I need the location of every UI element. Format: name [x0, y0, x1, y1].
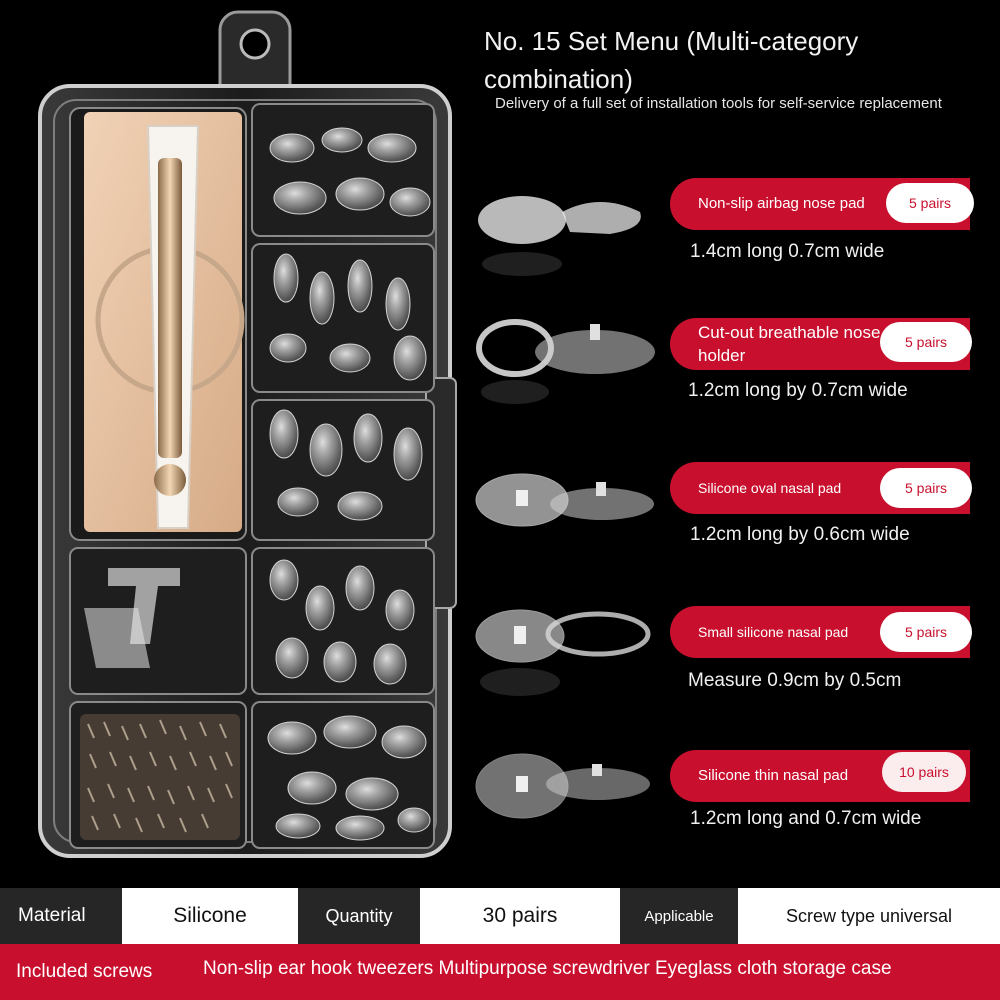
- product-name: Silicone thin nasal pad: [698, 767, 849, 784]
- page-subtitle: Delivery of a full set of installation tools for self-service replacement: [495, 95, 942, 112]
- quantity-label: Quantity: [298, 888, 420, 944]
- quantity-value: 30 pairs: [420, 888, 620, 944]
- product-qty-badge: 5 pairs: [886, 183, 974, 223]
- included-label: Included screws: [16, 961, 153, 982]
- storage-box-photo: [30, 8, 470, 870]
- product-name: Silicone oval nasal pad: [698, 480, 842, 496]
- product-size: 1.2cm long by 0.6cm wide: [690, 524, 910, 545]
- product-qty-badge: 5 pairs: [880, 322, 972, 362]
- page-title: No. 15 Set Menu (Multi-category combination): [484, 26, 859, 94]
- product-size: 1.2cm long by 0.7cm wide: [688, 380, 908, 401]
- included-value: Non-slip ear hook tweezers Multipurpose screwdriver Eyeglass cloth storage case: [203, 958, 892, 979]
- product-size: Measure 0.9cm by 0.5cm: [688, 670, 902, 691]
- small-nasal-pad-image: [470, 596, 660, 706]
- applicable-value: Screw type universal: [738, 888, 1000, 944]
- product-qty-badge: 10 pairs: [882, 752, 966, 792]
- thin-nasal-pad-image: [470, 740, 660, 850]
- product-qty-badge: 5 pairs: [880, 468, 972, 508]
- product-size: 1.4cm long 0.7cm wide: [690, 241, 885, 262]
- product-name: Small silicone nasal pad: [698, 624, 849, 640]
- applicable-label: Applicable: [620, 888, 738, 944]
- material-label: Material: [0, 888, 122, 944]
- material-value: Silicone: [122, 888, 298, 944]
- breathable-nose-holder-image: [470, 308, 660, 418]
- product-size: 1.2cm long and 0.7cm wide: [690, 808, 922, 829]
- oval-nasal-pad-image: [470, 452, 660, 562]
- product-name: Non-slip airbag nose pad: [698, 195, 865, 212]
- spec-row: [0, 888, 1000, 944]
- airbag-nose-pad-image: [470, 182, 660, 292]
- product-qty-badge: 5 pairs: [880, 612, 972, 652]
- included-row: [0, 944, 1000, 1000]
- product-name: Cut-out breathable nose holder: [698, 323, 881, 365]
